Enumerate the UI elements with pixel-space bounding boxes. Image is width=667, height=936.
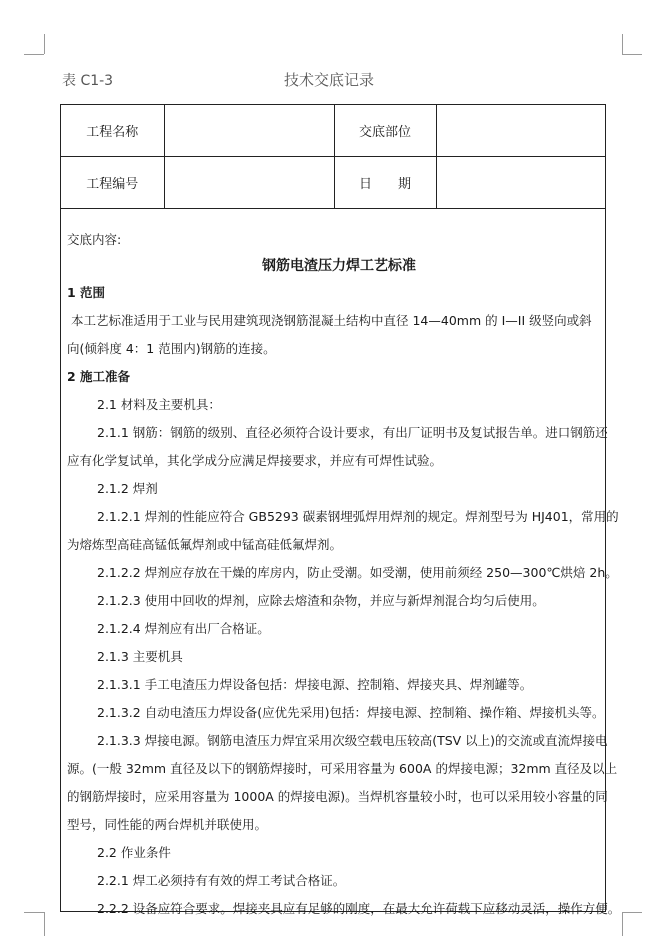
date-label: 日 期 bbox=[334, 157, 436, 209]
paragraph-line: 2.1.3.2 自动电渣压力焊设备(应优先采用)包括：焊接电源、控制箱、操作箱、焊接机头等。 bbox=[97, 705, 605, 720]
project-name-label: 工程名称 bbox=[61, 105, 164, 157]
crop-mark bbox=[44, 34, 45, 54]
crop-mark bbox=[44, 912, 45, 936]
project-no-field[interactable] bbox=[164, 157, 334, 209]
paragraph-line: 2.1.1 钢筋：钢筋的级别、直径必须符合设计要求，有出厂证明书及复试报告单。进口钢筋还 bbox=[97, 425, 608, 440]
document-title: 钢筋电渣压力焊工艺标准 bbox=[262, 258, 416, 274]
paragraph-line: 为熔炼型高硅高锰低氟焊剂或中锰高硅低氟焊剂。 bbox=[67, 537, 343, 552]
paragraph-line: 的钢筋焊接时，应采用容量为 1000A 的焊接电源)。当焊机容量较小时，也可以采用较小容量的同 bbox=[67, 789, 608, 804]
section-heading: 1 范围 bbox=[67, 285, 106, 300]
paragraph-line: 向(倾斜度 4：1 范围内)钢筋的连接。 bbox=[67, 341, 276, 356]
paragraph-line: 2.1.3.1 手工电渣压力焊设备包括：焊接电源、控制箱、焊接夹具、焊剂罐等。 bbox=[97, 677, 533, 692]
form-title: 技术交底记录 bbox=[284, 71, 375, 89]
paragraph-line: 型号，同性能的两台焊机并联使用。 bbox=[67, 817, 268, 832]
table-row bbox=[61, 157, 605, 209]
paragraph-line: 2.2.1 焊工必须持有有效的焊工考试合格证。 bbox=[97, 873, 346, 888]
location-field[interactable] bbox=[436, 105, 605, 157]
paragraph-line: 2.1 材料及主要机具： bbox=[97, 397, 221, 412]
form-code: 表 C1-3 bbox=[62, 73, 114, 89]
paragraph-line: 应有化学复试单，其化学成分应满足焊接要求，并应有可焊性试验。 bbox=[67, 453, 443, 468]
paragraph-line: 源。(一般 32mm 直径及以下的钢筋焊接时，可采用容量为 600A 的焊接电源；32mm 直径及以上 bbox=[67, 761, 618, 776]
paragraph-line: 本工艺标准适用于工业与民用建筑现浇钢筋混凝土结构中直径 14—40mm 的 I—II 级竖向或斜 bbox=[71, 313, 592, 328]
paragraph-line: 2.1.3.3 焊接电源。钢筋电渣压力焊宜采用次级空载电压较高(TSV 以上)的交流或直流焊接电 bbox=[97, 733, 608, 748]
date-field[interactable] bbox=[436, 157, 605, 209]
location-label: 交底部位 bbox=[334, 105, 436, 157]
disclosure-content bbox=[67, 227, 621, 923]
content-intro-label: 交底内容: bbox=[67, 232, 122, 247]
paragraph-line: 2.2.2 设备应符合要求。焊接夹具应有足够的刚度，在最大允许荷载下应移动灵活，操作方便。 bbox=[97, 901, 621, 916]
table-row bbox=[61, 105, 605, 157]
crop-mark bbox=[622, 912, 623, 936]
crop-mark bbox=[622, 912, 642, 913]
paragraph-line: 2.1.2.3 使用中回收的焊剂，应除去熔渣和杂物，并应与新焊剂混合均匀后使用。 bbox=[97, 593, 545, 608]
crop-mark bbox=[24, 54, 44, 55]
crop-mark bbox=[622, 54, 642, 55]
record-form bbox=[60, 104, 621, 916]
project-no-label: 工程编号 bbox=[61, 157, 164, 209]
paragraph-line: 2.1.2.1 焊剂的性能应符合 GB5293 碳素钢埋弧焊用焊剂的规定。焊剂型号为 HJ401，常用的 bbox=[97, 509, 619, 524]
paragraph-line: 2.1.2.2 焊剂应存放在干燥的库房内，防止受潮。如受潮，使用前须经 250—300℃烘焙 2h。 bbox=[97, 565, 618, 580]
paragraph-line: 2.2 作业条件 bbox=[97, 845, 171, 860]
header-table bbox=[61, 105, 605, 209]
paragraph-line: 2.1.2.4 焊剂应有出厂合格证。 bbox=[97, 621, 270, 636]
crop-mark bbox=[622, 34, 623, 54]
project-name-field[interactable] bbox=[164, 105, 334, 157]
paragraph-line: 2.1.3 主要机具 bbox=[97, 649, 183, 664]
crop-mark bbox=[24, 912, 44, 913]
section-heading: 2 施工准备 bbox=[67, 369, 131, 384]
paragraph-line: 2.1.2 焊剂 bbox=[97, 481, 158, 496]
